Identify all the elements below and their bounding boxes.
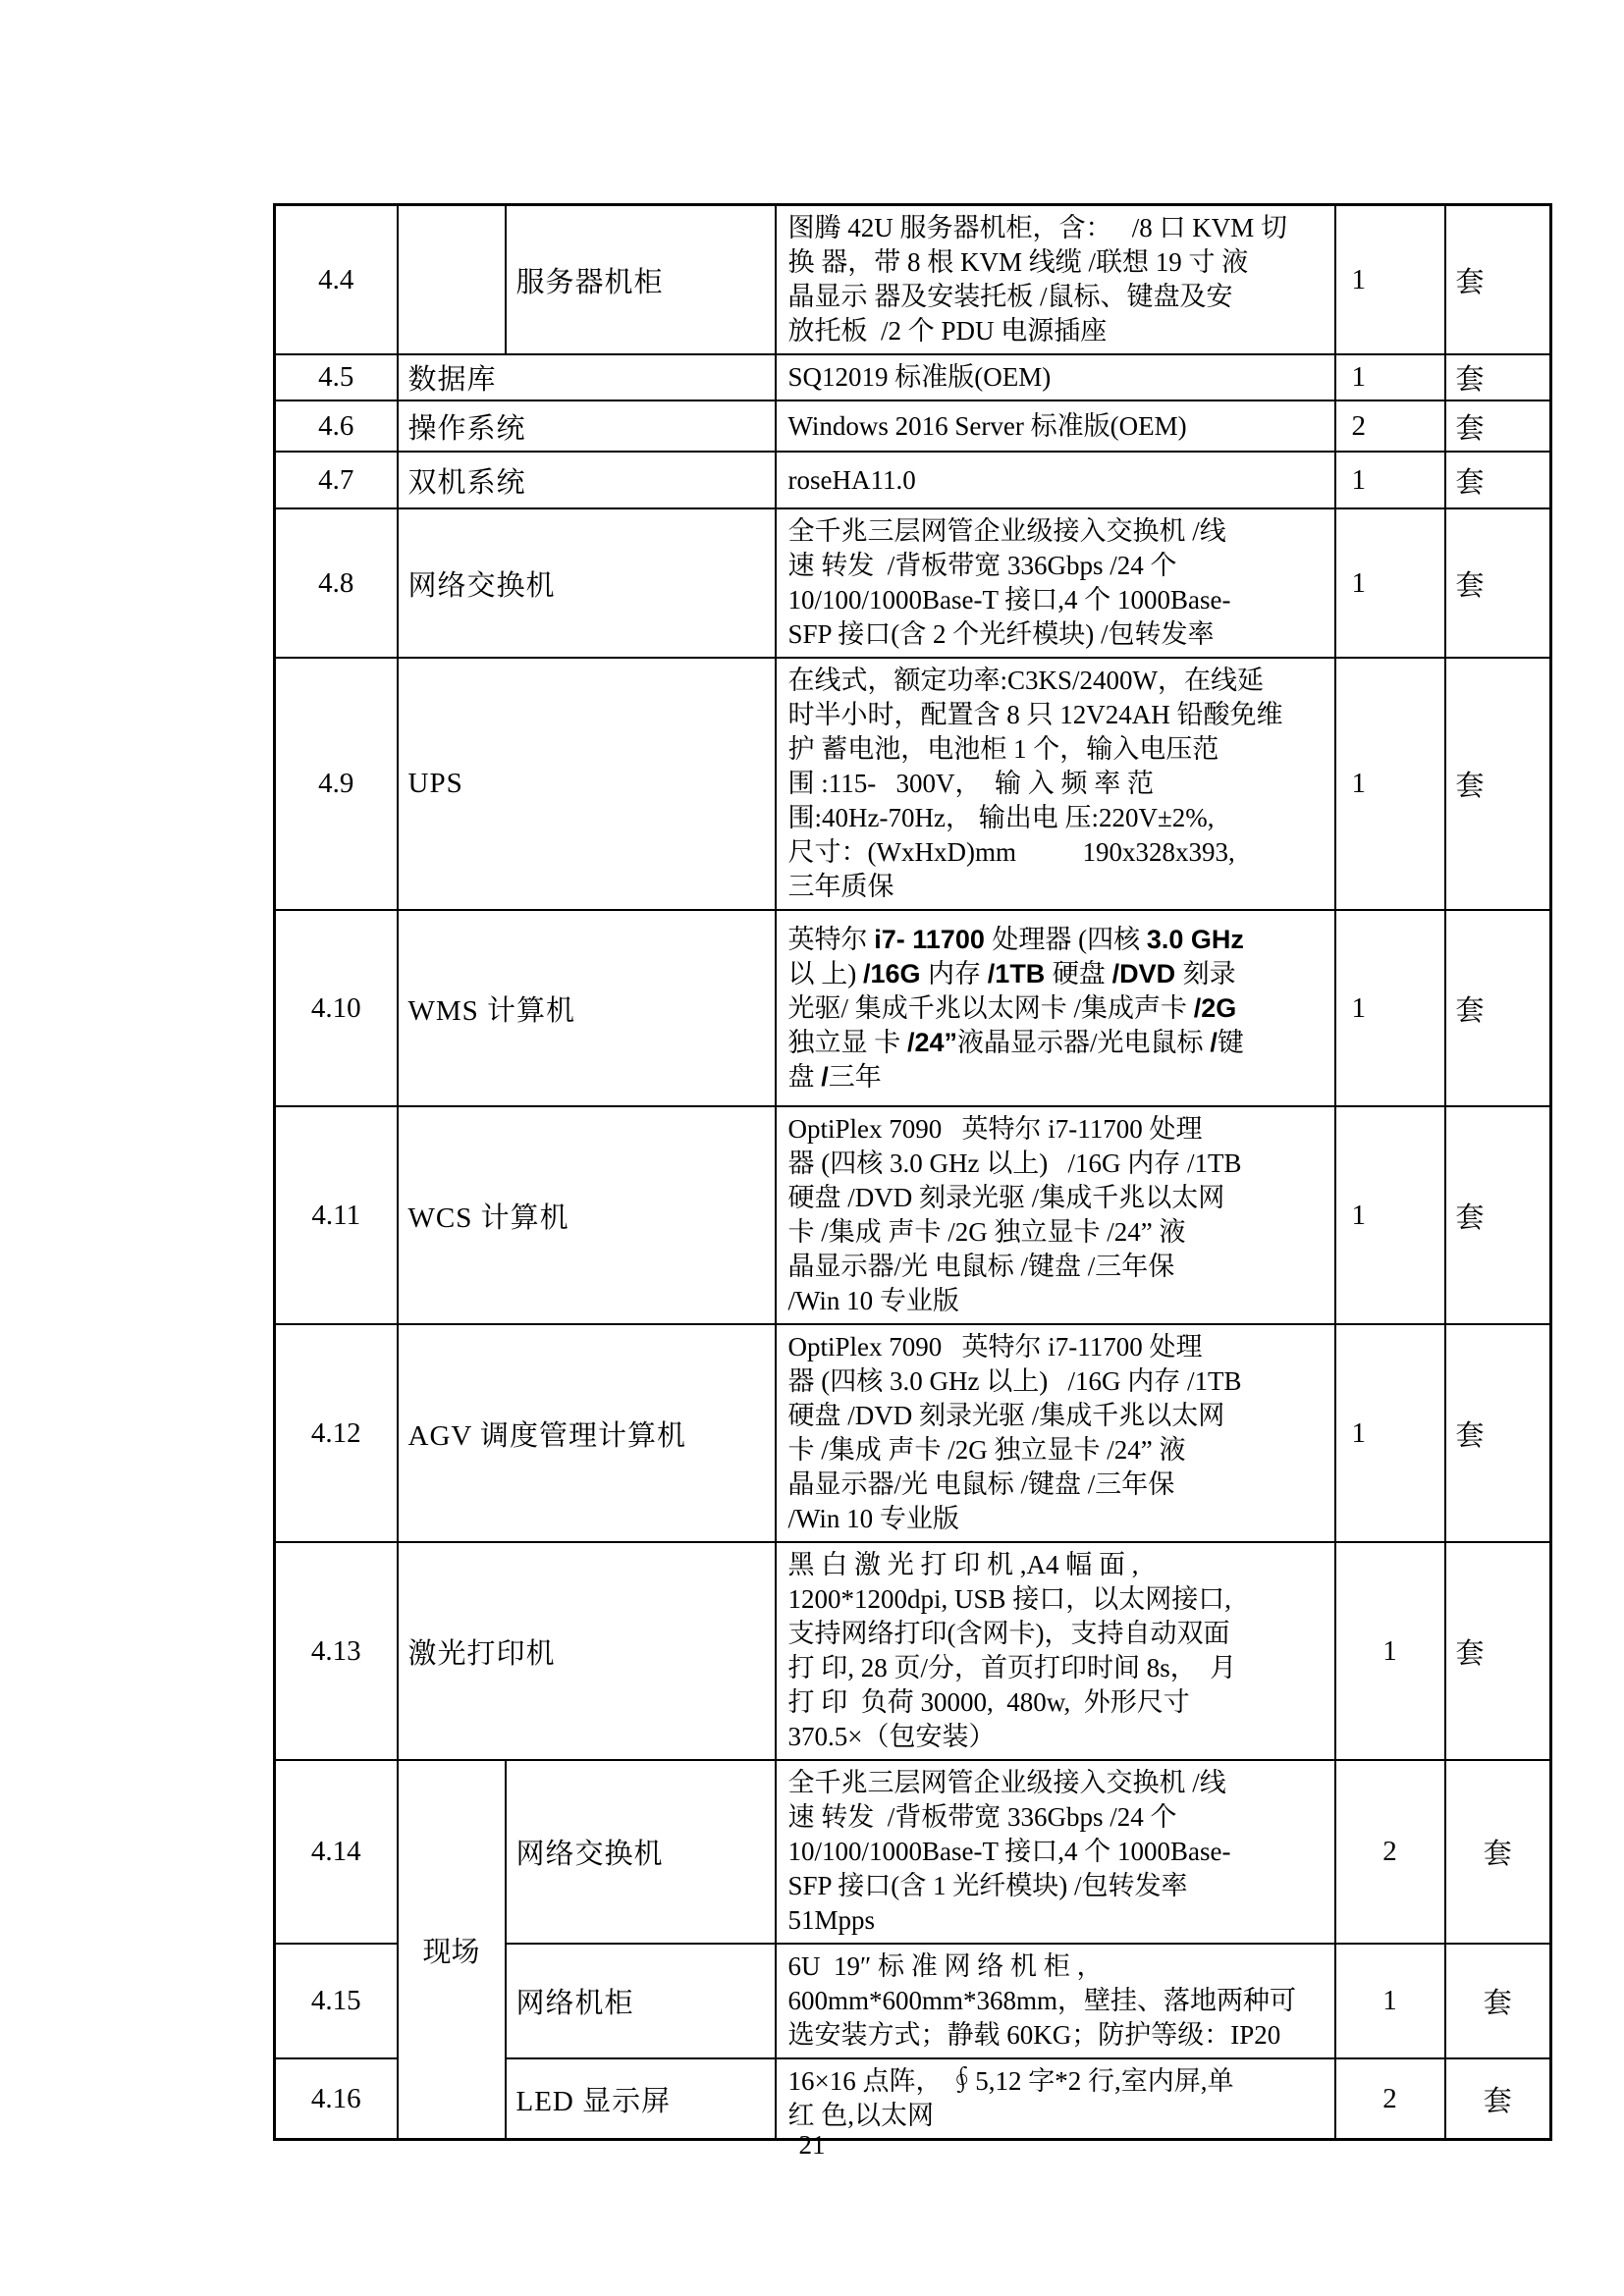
table-row <box>275 1760 1551 1944</box>
item-name-cell: 数据库 <box>398 354 776 400</box>
unit-cell: 套 <box>1445 2058 1551 2140</box>
quantity-cell: 1 <box>1335 1324 1445 1542</box>
unit-cell: 套 <box>1445 1944 1551 2058</box>
quantity-cell: 1 <box>1335 1944 1445 2058</box>
row-number-cell: 4.16 <box>275 2058 398 2140</box>
category-cell-site: 现场 <box>398 1760 506 2140</box>
table-row <box>275 1324 1551 1542</box>
description-cell: 图腾 42U 服务器机柜，含： /8 口 KVM 切 换 器，带 8 根 KVM 线缆 /联想 19 寸 液 晶显示 器及安装托板 /鼠标、键盘及安 放托板 /2 个 PDU 电源插座 <box>776 205 1335 355</box>
unit-cell: 套 <box>1445 452 1551 508</box>
row-number-cell: 4.6 <box>275 400 398 452</box>
item-name-cell: UPS <box>398 658 776 910</box>
unit-cell: 套 <box>1445 400 1551 452</box>
unit-cell: 套 <box>1445 1542 1551 1760</box>
quantity-cell: 1 <box>1335 910 1445 1106</box>
item-name-cell: 网络机柜 <box>506 1944 776 2058</box>
unit-cell: 套 <box>1445 910 1551 1106</box>
table-row <box>275 910 1551 1106</box>
item-name-cell: WCS 计算机 <box>398 1106 776 1324</box>
row-number-cell: 4.14 <box>275 1760 398 1944</box>
row-number-cell: 4.5 <box>275 354 398 400</box>
row-number-cell: 4.10 <box>275 910 398 1106</box>
description-cell: 全千兆三层网管企业级接入交换机 /线 速 转发 /背板带宽 336Gbps /24 个 10/100/1000Base-T 接口,4 个 1000Base- SFP 接口(含 1 光纤模块) /包转发率 51Mpps <box>776 1760 1335 1944</box>
row-number-cell: 4.8 <box>275 508 398 658</box>
description-cell: 全千兆三层网管企业级接入交换机 /线 速 转发 /背板带宽 336Gbps /24 个 10/100/1000Base-T 接口,4 个 1000Base- SFP 接口(含 2 个光纤模块) /包转发率 <box>776 508 1335 658</box>
category-cell <box>398 205 506 355</box>
row-number-cell: 4.13 <box>275 1542 398 1760</box>
unit-cell: 套 <box>1445 658 1551 910</box>
item-name-cell: 服务器机柜 <box>506 205 776 355</box>
quantity-cell: 1 <box>1335 1106 1445 1324</box>
table-row <box>275 452 1551 508</box>
quantity-cell: 2 <box>1335 1760 1445 1944</box>
row-number-cell: 4.15 <box>275 1944 398 2058</box>
description-cell: SQ12019 标准版(OEM) <box>776 354 1335 400</box>
quantity-cell: 2 <box>1335 2058 1445 2140</box>
item-name-cell: 网络交换机 <box>506 1760 776 1944</box>
row-number-cell: 4.4 <box>275 205 398 355</box>
unit-cell: 套 <box>1445 508 1551 658</box>
description-cell: 在线式，额定功率:C3KS/2400W，在线延 时半小时，配置含 8 只 12V24AH 铅酸免维 护 蓄电池，电池柜 1 个，输入电压范 围 :115- 300V， 输 入 频 率 范 围:40Hz-70Hz， 输出电 压:220V±2%, 尺寸：(WxHxD)mm 190x328x393, 三年质保 <box>776 658 1335 910</box>
quantity-cell: 1 <box>1335 452 1445 508</box>
unit-cell: 套 <box>1445 205 1551 355</box>
description-cell: 黑 白 激 光 打 印 机 ,A4 幅 面 , 1200*1200dpi, USB 接口，以太网接口, 支持网络打印(含网卡)，支持自动双面 打 印, 28 页/分，首页打印时间 8s， 月 打 印 负荷 30000, 480w, 外形尺寸 370.5×（包安装） <box>776 1542 1335 1760</box>
description-cell: 16×16 点阵， ∮5,12 字*2 行,室内屏,单 红 色,以太网 <box>776 2058 1335 2140</box>
description-cell: OptiPlex 7090 英特尔 i7-11700 处理 器 (四核 3.0 GHz 以上) /16G 内存 /1TB 硬盘 /DVD 刻录光驱 /集成千兆以太网 卡 /集成 声卡 /2G 独立显卡 /24” 液 晶显示器/光 电鼠标 /键盘 /三年保 /Win 10 专业版 <box>776 1324 1335 1542</box>
table-row <box>275 658 1551 910</box>
item-name-cell: 网络交换机 <box>398 508 776 658</box>
unit-cell: 套 <box>1445 354 1551 400</box>
description-cell: roseHA11.0 <box>776 452 1335 508</box>
description-cell: 英特尔 i7- 11700 处理器 (四核 3.0 GHz 以 上) /16G 内存 /1TB 硬盘 /DVD 刻录 光驱/ 集成千兆以太网卡 /集成声卡 /2G 独立显 卡 /24”液晶显示器/光电鼠标 /键 盘 /三年 <box>776 910 1335 1106</box>
item-name-cell: 激光打印机 <box>398 1542 776 1760</box>
description-cell: 6U 19″ 标 准 网 络 机 柜 ， 600mm*600mm*368mm，壁挂、落地两种可 选安装方式；静载 60KG；防护等级：IP20 <box>776 1944 1335 2058</box>
quantity-cell: 1 <box>1335 354 1445 400</box>
row-number-cell: 4.12 <box>275 1324 398 1542</box>
table-row <box>275 400 1551 452</box>
table-row <box>275 1106 1551 1324</box>
item-name-cell: 操作系统 <box>398 400 776 452</box>
description-cell: Windows 2016 Server 标准版(OEM) <box>776 400 1335 452</box>
quantity-cell: 1 <box>1335 658 1445 910</box>
table-row <box>275 508 1551 658</box>
row-number-cell: 4.7 <box>275 452 398 508</box>
table-row <box>275 205 1551 355</box>
row-number-cell: 4.11 <box>275 1106 398 1324</box>
item-name-cell: AGV 调度管理计算机 <box>398 1324 776 1542</box>
row-number-cell: 4.9 <box>275 658 398 910</box>
item-name-cell: 双机系统 <box>398 452 776 508</box>
quantity-cell: 2 <box>1335 400 1445 452</box>
quantity-cell: 1 <box>1335 1542 1445 1760</box>
quantity-cell: 1 <box>1335 205 1445 355</box>
description-cell: OptiPlex 7090 英特尔 i7-11700 处理 器 (四核 3.0 GHz 以上) /16G 内存 /1TB 硬盘 /DVD 刻录光驱 /集成千兆以太网 卡 /集成 声卡 /2G 独立显卡 /24” 液 晶显示器/光 电鼠标 /键盘 /三年保 /Win 10 专业版 <box>776 1106 1335 1324</box>
quantity-cell: 1 <box>1335 508 1445 658</box>
unit-cell: 套 <box>1445 1760 1551 1944</box>
item-name-cell: WMS 计算机 <box>398 910 776 1106</box>
equipment-table <box>273 203 1552 2141</box>
table-row <box>275 1542 1551 1760</box>
unit-cell: 套 <box>1445 1106 1551 1324</box>
table-row <box>275 354 1551 400</box>
unit-cell: 套 <box>1445 1324 1551 1542</box>
page-number: 21 <box>798 2130 826 2160</box>
item-name-cell: LED 显示屏 <box>506 2058 776 2140</box>
